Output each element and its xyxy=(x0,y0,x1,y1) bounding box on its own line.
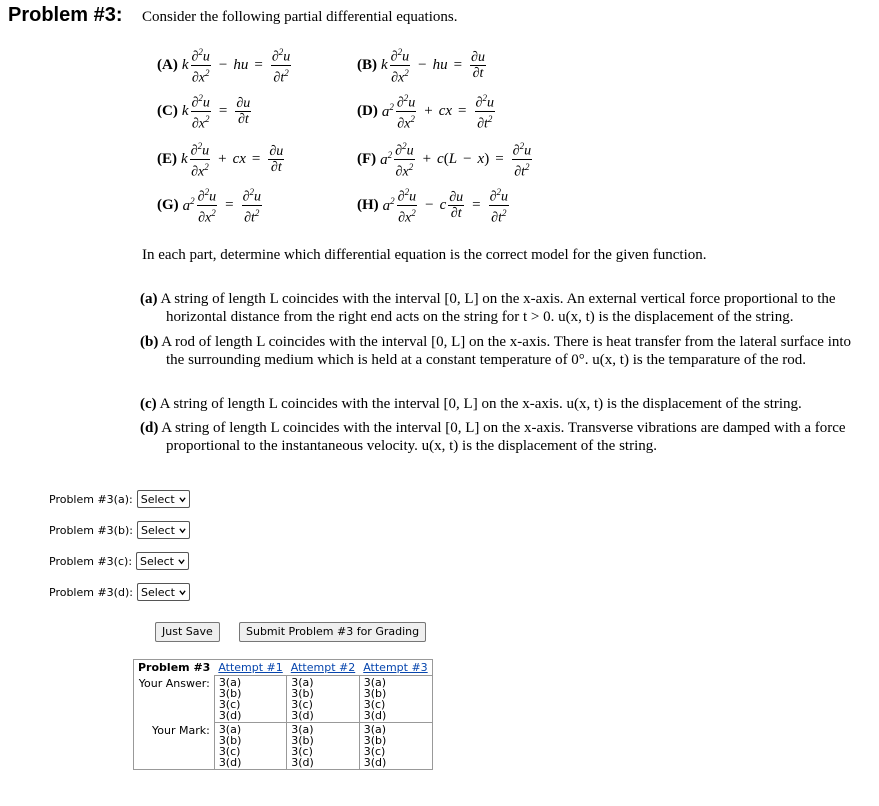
instructions: In each part, determine which differential equation is the correct model for the given function. xyxy=(142,247,707,263)
answer-label: Problem #3(b): xyxy=(49,523,133,537)
part-text: A rod of length L coincides with the interval [0, L] on the x-axis. There is heat transfer from the lateral surface into the surrounding medium which is held at a constant temperature of 0°. u(x, t) is the temparature of the rod. xyxy=(161,334,852,368)
answer-select-a[interactable] xyxy=(137,490,190,508)
answer-label: Problem #3(a): xyxy=(49,492,133,506)
results-table xyxy=(133,659,433,770)
answer-label: Problem #3(d): xyxy=(49,585,133,599)
problem-intro: Consider the following partial differential equations. xyxy=(142,9,458,25)
equation-f: (F) $a^2$ $\frac{\partial^2u}{\partial x^2}$ + c ( L − x ) = $\frac{\partial^2u}{\partial t^2}$ xyxy=(357,141,532,180)
part-text: A string of length L coincides with the interval [0, L] on the x-axis. u(x, t) is the displacement of the string. xyxy=(159,396,802,412)
part-label: (d) xyxy=(140,420,159,436)
attempt-3-link[interactable]: Attempt #3 xyxy=(363,661,428,674)
part-c xyxy=(140,395,870,413)
answer-select-c[interactable] xyxy=(136,552,189,570)
answer-select-b[interactable] xyxy=(137,521,190,539)
part-label: (c) xyxy=(140,396,157,412)
part-text: A string of length L coincides with the interval [0, L] on the x-axis. An external vertical force proportional to the horizontal distance from the right end acts on the string for t > 0. u(x, t) is the displacement of the string. xyxy=(160,291,836,325)
attempt-3-answers: 3(a) 3(b) 3(c) 3(d) xyxy=(359,676,432,723)
part-text: A string of length L coincides with the interval [0, L] on the x-axis. Transverse vibrations are damped with a force proportional to the instantaneous velocity. u(x, t) is the displacement of the string. xyxy=(161,420,846,454)
equation-g: (G) $a^2$ $\frac{\partial^2u}{\partial x^2}$ = $\frac{\partial^2u}{\partial t^2}$ xyxy=(157,187,261,226)
chevron-down-icon xyxy=(179,527,186,534)
part-label: (b) xyxy=(140,334,159,350)
your-answer-label: Your Answer: xyxy=(138,676,210,690)
select-value: Select xyxy=(140,523,175,537)
part-a xyxy=(140,290,870,326)
equation-d: (D) $a^2$ $\frac{\partial^2u}{\partial x^2}$ + cx = $\frac{\partial^2u}{\partial t^2}$ xyxy=(357,93,494,132)
results-header: Problem #3 xyxy=(138,661,211,674)
equation-label: (G) xyxy=(157,196,179,213)
attempt-2-answers: 3(a) 3(b) 3(c) 3(d) xyxy=(287,676,359,723)
chevron-down-icon xyxy=(179,589,186,596)
attempt-1-link[interactable]: Attempt #1 xyxy=(218,661,283,674)
equation-label: (A) xyxy=(157,56,178,73)
select-value: Select xyxy=(140,585,175,599)
answer-row-d xyxy=(49,583,190,601)
just-save-button[interactable]: Just Save xyxy=(155,622,220,642)
equation-h: (H) $a^2$ $\frac{\partial^2u}{\partial x^2}$ − c $\frac{\partial u}{\partial t}$ = $\frac{\partial^2u}{\partial t^2}$ xyxy=(357,187,509,226)
answer-row-b xyxy=(49,521,190,539)
select-value: Select xyxy=(140,554,174,568)
equation-label: (H) xyxy=(357,196,379,213)
answer-row-a xyxy=(49,490,190,508)
equation-c: (C) k $\frac{\partial^2u}{\partial x^2}$ = $\frac{\partial u}{\partial t}$ xyxy=(157,93,251,132)
attempt-2-marks: 3(a) 3(b) 3(c) 3(d) xyxy=(287,723,359,770)
equation-label: (C) xyxy=(157,102,178,119)
equation-label: (F) xyxy=(357,150,377,167)
part-b xyxy=(140,333,870,369)
attempt-1-answers: 3(a) 3(b) 3(c) 3(d) xyxy=(214,676,286,723)
problem-title: Problem #3: xyxy=(8,4,123,26)
answer-select-d[interactable] xyxy=(137,583,190,601)
your-mark-label: Your Mark: xyxy=(152,723,210,737)
answer-row-c xyxy=(49,552,189,570)
select-value: Select xyxy=(140,492,175,506)
attempt-3-marks: 3(a) 3(b) 3(c) 3(d) xyxy=(359,723,432,770)
equation-label: (B) xyxy=(357,56,377,73)
equation-b: (B) k $\frac{\partial^2u}{\partial x^2}$ − hu = $\frac{\partial u}{\partial t}$ xyxy=(357,47,485,86)
part-label: (a) xyxy=(140,291,158,307)
equation-label: (E) xyxy=(157,150,177,167)
answer-label: Problem #3(c): xyxy=(49,554,133,568)
attempt-1-marks: 3(a) 3(b) 3(c) 3(d) xyxy=(214,723,286,770)
equation-label: (D) xyxy=(357,102,378,119)
part-d xyxy=(140,419,870,455)
attempt-2-link[interactable]: Attempt #2 xyxy=(290,661,356,674)
equation-a: (A) k $\frac{\partial^2u}{\partial x^2}$ − hu = $\frac{\partial^2u}{\partial t^2}$ xyxy=(157,47,291,86)
submit-button[interactable]: Submit Problem #3 for Grading xyxy=(239,622,426,642)
chevron-down-icon xyxy=(179,496,186,503)
equation-e: (E) k $\frac{\partial^2u}{\partial x^2}$ + cx = $\frac{\partial u}{\partial t}$ xyxy=(157,141,284,180)
chevron-down-icon xyxy=(178,558,185,565)
